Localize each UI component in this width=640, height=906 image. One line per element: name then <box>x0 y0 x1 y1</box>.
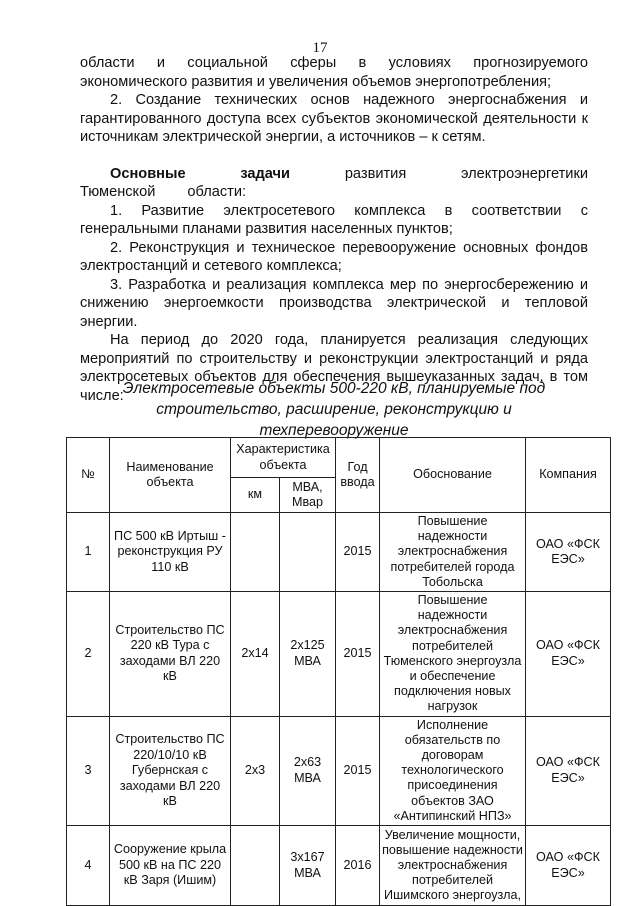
task-item-1: 1. Развитие электросетевого комплекса в соответствии с генеральными планами развития населенных пунктов; <box>80 202 588 237</box>
cell-mva: 2х63 МВА <box>280 716 336 825</box>
page-number: 17 <box>312 40 328 56</box>
cell-company: ОАО «ФСК ЕЭС» <box>526 716 611 825</box>
cell-year: 2015 <box>336 592 380 717</box>
cell-num: 4 <box>67 826 110 906</box>
header-km: км <box>231 478 280 513</box>
tasks-heading-rest: развития электроэнергетики Тюменской области: <box>80 165 588 200</box>
cell-num: 3 <box>67 716 110 825</box>
cell-rationale: Увеличение мощности, повышение надежности электроснабжения потребителей Ишимского энергоузла, <box>380 826 526 906</box>
cell-num: 1 <box>67 513 110 592</box>
paragraph-item-2: 2. Создание технических основ надежного энергоснабжения и гарантированного доступа всех субъектов экономической деятельности к источникам электрической энергии, а источников – к сетям. <box>80 92 588 145</box>
header-name: Наименование объекта <box>110 438 231 513</box>
table-row <box>67 513 611 592</box>
cell-km <box>231 826 280 906</box>
cell-mva: 2х125 МВА <box>280 592 336 717</box>
cell-year: 2015 <box>336 513 380 592</box>
header-rationale: Обоснование <box>380 438 526 513</box>
cell-km <box>231 513 280 592</box>
cell-km: 2х3 <box>231 716 280 825</box>
cell-name: Сооружение крыла 500 кВ на ПС 220 кВ Заря (Ишим) <box>110 826 231 906</box>
paragraph-continuation: области и социальной сферы в условиях прогнозируемого экономического развития и увеличения объемов энергопотребления; <box>80 55 588 90</box>
cell-company: ОАО «ФСК ЕЭС» <box>526 513 611 592</box>
cell-year: 2015 <box>336 716 380 825</box>
table-row <box>67 592 611 717</box>
table-caption: Электросетевые объекты 500-220 кВ, планируемые под строительство, расширение, реконструкцию и техперевооружение <box>122 380 546 439</box>
body-text <box>80 54 588 405</box>
cell-km: 2х14 <box>231 592 280 717</box>
table-row <box>67 826 611 906</box>
cell-name: ПС 500 кВ Иртыш - реконструкция РУ 110 кВ <box>110 513 231 592</box>
task-item-3: 3. Разработка и реализация комплекса мер по энергосбережению и снижению энергоемкости производства электрической и тепловой энергии. <box>80 276 588 330</box>
header-num: № <box>67 438 110 513</box>
cell-year: 2016 <box>336 826 380 906</box>
cell-rationale: Повышение надежности электроснабжения потребителей города Тобольска <box>380 513 526 592</box>
cell-mva: 3х167 МВА <box>280 826 336 906</box>
header-mva: МВА, Мвар <box>280 478 336 513</box>
tasks-heading-bold: Основные задачи <box>110 165 291 182</box>
cell-rationale: Исполнение обязательств по договорам технологического присоединения объектов ЗАО «Антипинский НПЗ» <box>380 716 526 825</box>
objects-table <box>66 437 611 906</box>
cell-mva <box>280 513 336 592</box>
table-row <box>67 716 611 825</box>
cell-num: 2 <box>67 592 110 717</box>
cell-name: Строительство ПС 220 кВ Тура с заходами ВЛ 220 кВ <box>110 592 231 717</box>
cell-company: ОАО «ФСК ЕЭС» <box>526 592 611 717</box>
cell-company: ОАО «ФСК ЕЭС» <box>526 826 611 906</box>
period-paragraph: На период до 2020 года, планируется реализация следующих мероприятий по строительству и реконструкции электростанций и ряда электросетевых объектов для обеспечения вышеуказанных задач, в том числе: <box>80 332 588 404</box>
paragraph-gap <box>80 147 588 165</box>
header-year: Год ввода <box>336 438 380 513</box>
header-characteristic: Характеристика объекта <box>231 438 336 478</box>
header-company: Компания <box>526 438 611 513</box>
task-item-2: 2. Реконструкция и техническое перевооружение основных фондов электростанций и сетевого комплекса; <box>80 239 588 274</box>
tasks-heading <box>80 165 588 202</box>
cell-name: Строительство ПС 220/10/10 кВ Губернская с заходами ВЛ 220 кВ <box>110 716 231 825</box>
cell-rationale: Повышение надежности электроснабжения потребителей Тюменского энергоузла и обеспечение подключения новых нагрузок <box>380 592 526 717</box>
